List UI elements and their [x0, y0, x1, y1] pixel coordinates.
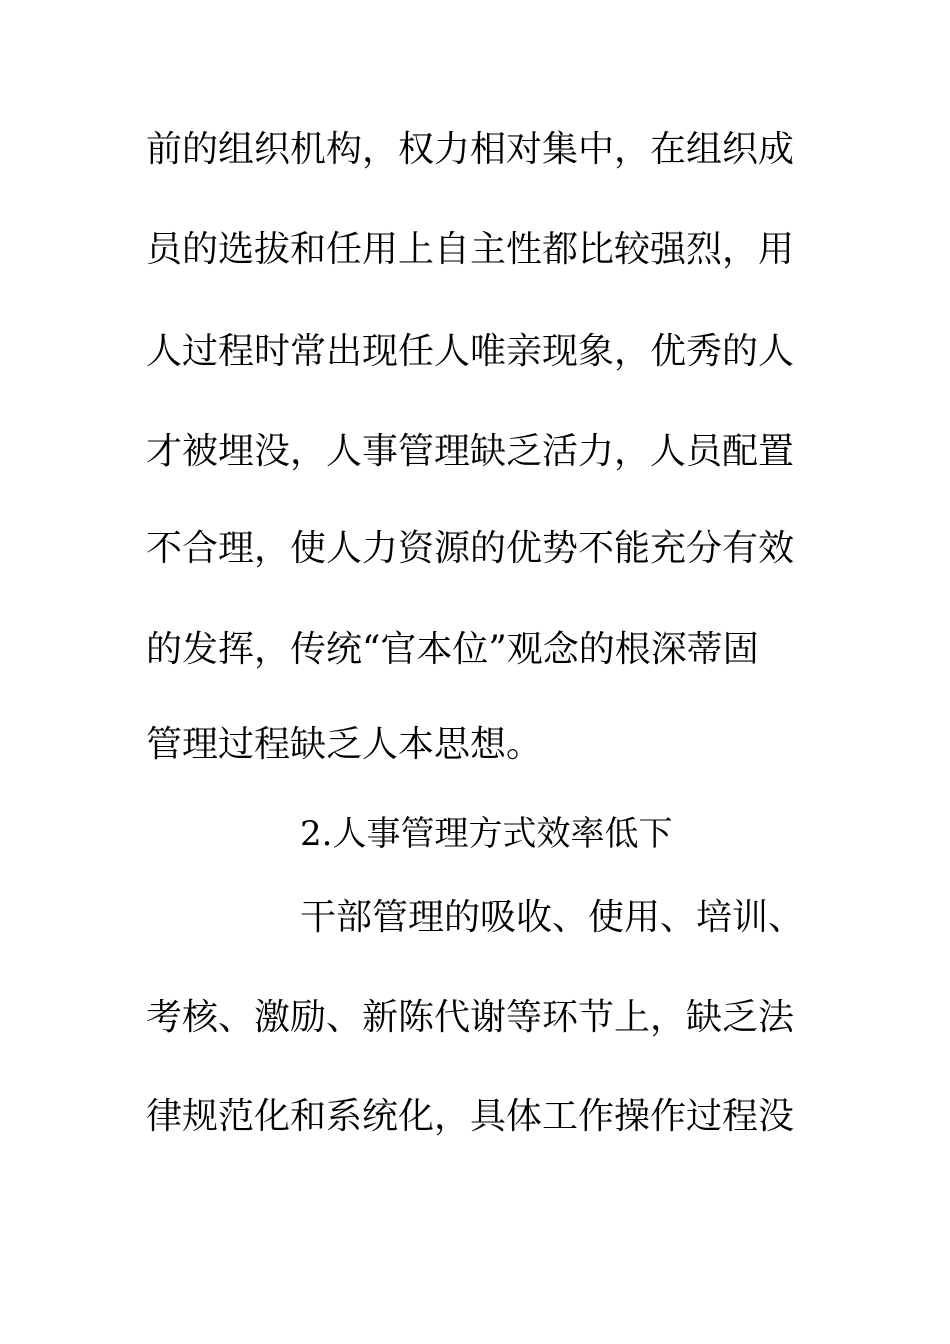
paragraph-line: 不合理，使人力资源的优势不能充分有效 — [146, 528, 795, 569]
section-heading: 2.人事管理方式效率低下 — [300, 814, 673, 854]
paragraph-line: 律规范化和系统化，具体工作操作过程没 — [146, 1096, 795, 1137]
paragraph-line: 考核、激励、新陈代谢等环节上，缺乏法 — [146, 997, 795, 1038]
paragraph-line: 前的组织机构，权力相对集中，在组织成 — [146, 129, 795, 170]
paragraph-line: 干部管理的吸收、使用、培训、 — [300, 897, 805, 938]
paragraph-line: 员的选拔和任用上自主性都比较强烈，用 — [146, 229, 795, 270]
paragraph-line: 的发挥，传统“官本位”观念的根深蒂固 — [146, 629, 759, 670]
paragraph-line: 才被埋没，人事管理缺乏活力，人员配置 — [146, 431, 795, 472]
paragraph-line: 人过程时常出现任人唯亲现象，优秀的人 — [146, 331, 795, 372]
paragraph-line: 管理过程缺乏人本思想。 — [146, 724, 543, 765]
